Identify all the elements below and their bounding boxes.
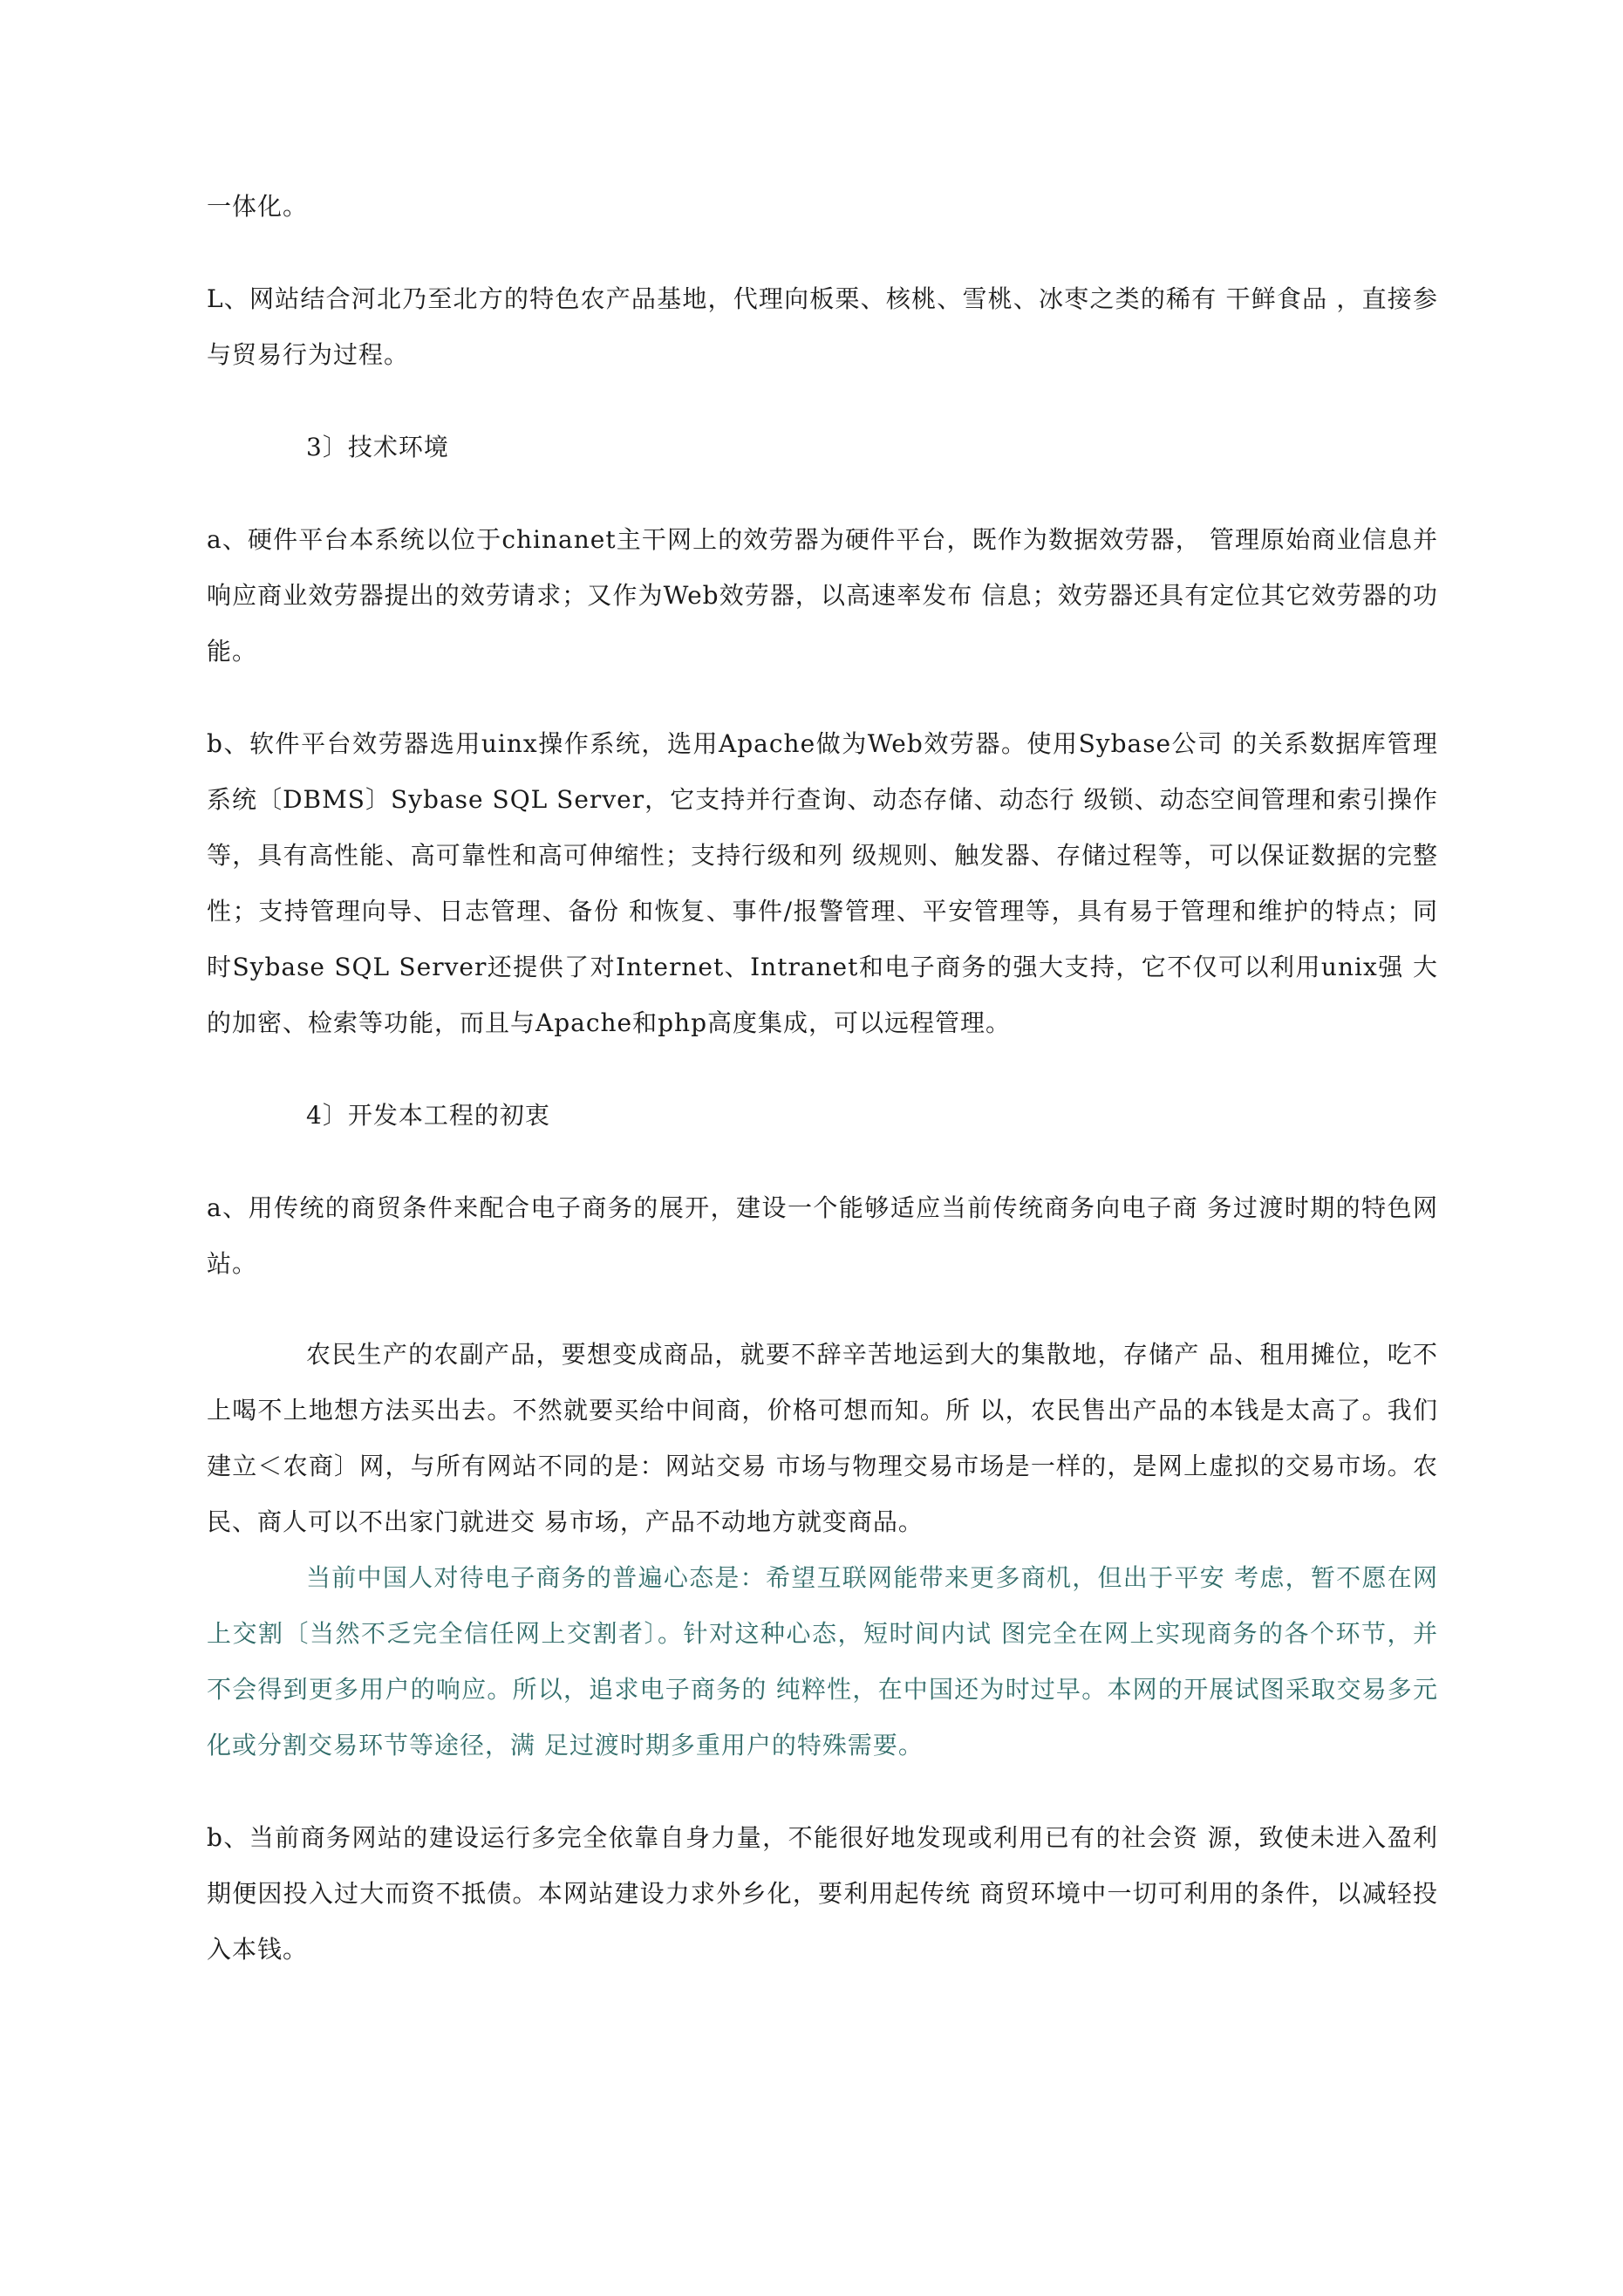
section-heading-project-purpose: 4〕开发本工程的初衷 xyxy=(306,1101,550,1130)
paragraph-purpose-b: b、当前商务网站的建设运行多完全依靠自身力量，不能很好地发现或利用已有的社会资 源，致使未进入盈利期便因投入过大而资不抵债。本网站建设力求外乡化，要利用起传统 商贸环境中一切可利用的条件，以减轻投入本钱。 xyxy=(207,1823,1438,1964)
paragraph-farmers: 农民生产的农副产品，要想变成商品，就要不辞辛苦地运到大的集散地，存储产 品、租用摊位，吃不上喝不上地想方法买出去。不然就要买给中间商，价格可想而知。所 以，农民售出产品的本钱是太高了。我们建立＜农商〕网，与所有网站不同的是：网站交易 市场与物理交易市场是一样的，是网上虚拟的交易市场。农民、商人可以不出家门就进交 易市场，产品不动地方就变商品。 xyxy=(207,1340,1438,1536)
section-heading-tech-env: 3〕技术环境 xyxy=(306,433,449,461)
paragraph-hardware-platform: a、硬件平台本系统以位于chinanet主干网上的效劳器为硬件平台，既作为数据效劳器， 管理原始商业信息并响应商业效劳器提出的效劳请求；又作为Web效劳器，以高速率发布 信息；效劳器还具有定位其它效劳器的功能。 xyxy=(207,525,1438,666)
paragraph-ecommerce-attitude: 当前中国人对待电子商务的普遍心态是：希望互联网能带来更多商机，但出于平安 考虑，暂不愿在网上交割〔当然不乏完全信任网上交割者〕。针对这种心态，短时间内试 图完全在网上实现商务的各个环节，并不会得到更多用户的响应。所以，追求电子商务的 纯粹性，在中国还为时过早。本网的开展试图采取交易多元化或分割交易环节等途径，满 足过渡时期多重用户的特殊需要。 xyxy=(207,1563,1438,1760)
paragraph-continuation: 一体化。 xyxy=(207,192,309,221)
paragraph-purpose-a: a、用传统的商贸条件来配合电子商务的展开，建设一个能够适应当前传统商务向电子商 务过渡时期的特色网站。 xyxy=(207,1193,1438,1278)
paragraph-item-l: L、网站结合河北乃至北方的特色农产品基地，代理向板栗、核桃、雪桃、冰枣之类的稀有 干鲜食品 ，直接参与贸易行为过程。 xyxy=(207,284,1438,369)
document-page xyxy=(207,179,1438,1978)
paragraph-software-platform: b、软件平台效劳器选用uinx操作系统，选用Apache做为Web效劳器。使用Sybase公司 的关系数据库管理系统〔DBMS〕Sybase SQL Server，它支持并行查询、动态存储、动态行 级锁、动态空间管理和索引操作等，具有高性能、高可靠性和高可伸缩性；支持行级和列 级规则、触发器、存储过程等，可以保证数据的完整性；支持管理向导、日志管理、备份 和恢复、事件/报警管理、平安管理等，具有易于管理和维护的特点；同时Sybase SQL Server还提供了对Internet、Intranet和电子商务的强大支持，它不仅可以利用unix强 大的加密、检索等功能，而且与Apache和php高度集成，可以远程管理。 xyxy=(207,729,1438,1037)
